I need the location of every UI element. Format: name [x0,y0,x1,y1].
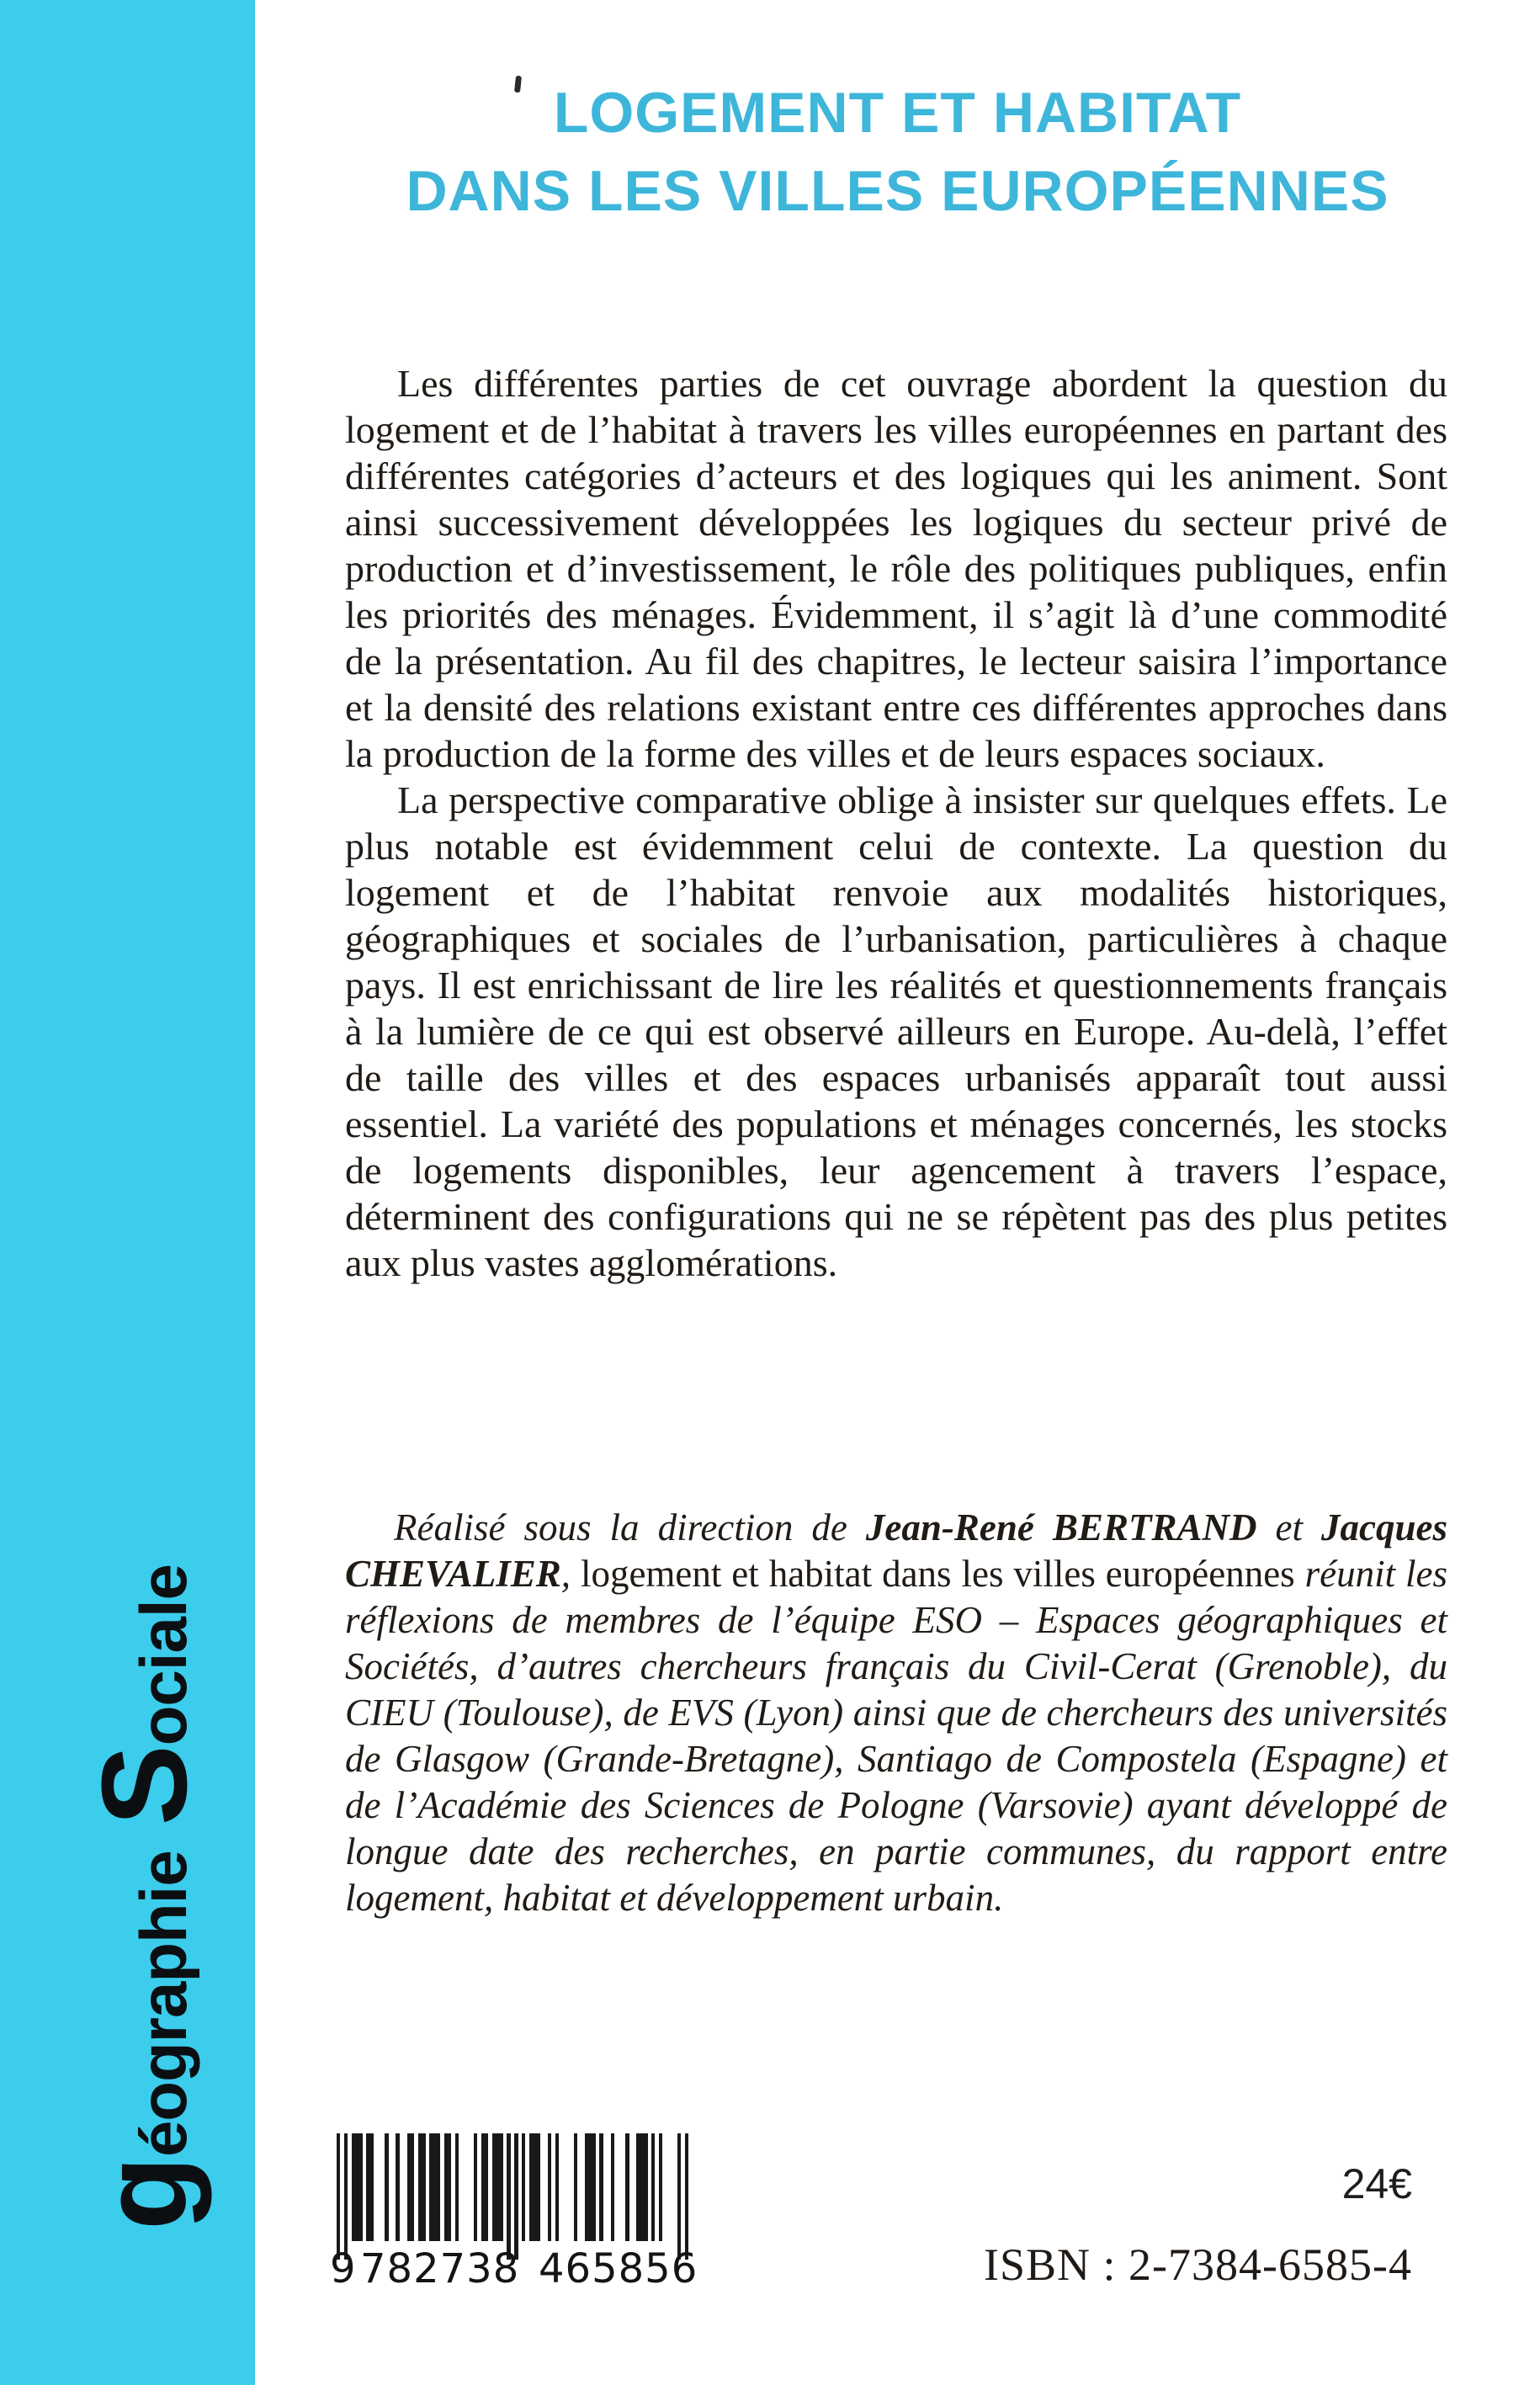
series-logo [77,1564,212,2230]
barcode-bar [555,2133,559,2241]
ean-barcode [330,2133,709,2293]
book-title-line1: LOGEMENT ET HABITAT [553,81,1242,145]
series-word-geographie: éographie [126,1851,200,2158]
barcode-bar [625,2133,629,2241]
editorial-segment: et [1256,1506,1322,1548]
barcode-bar [481,2133,489,2241]
editorial-paragraph [345,1505,1447,1921]
barcode-bar [548,2133,551,2241]
editorial-segment: Réalisé sous la direction de [394,1506,866,1548]
barcode-bar [636,2133,647,2241]
barcode-bar [651,2133,655,2241]
barcode-bar [474,2133,477,2241]
editorial-segment: Jacques CHEVALIER [345,1506,1448,1595]
synopsis [345,360,1447,1286]
editorial-segment: , [560,1553,581,1595]
barcode-bar [529,2133,540,2241]
barcode-bar [385,2133,388,2241]
editorial-segment: Jean-René BERTRAND [865,1506,1257,1548]
book-title-line2: DANS LES VILLES EUROPÉENNES [406,159,1389,223]
barcode-bar [659,2133,662,2241]
barcode-bar [677,2133,681,2260]
barcode-bar [352,2133,363,2241]
book-title [255,74,1540,231]
series-word-sociale: ociale [126,1564,200,1746]
editorial-note [345,1505,1447,1921]
barcode-group-1: 782738 [360,2245,520,2292]
barcode-bar [611,2133,614,2241]
synopsis-paragraph-2: La perspective comparative oblige à insister sur quelques effets. Le plus notable est évidemment celui de contexte. La question du logement et de l’habitat renvoie aux modalités historiques, géographiques et sociales de l’urbanisation, particulières à chaque pays. Il est enrichissant de lire les réalités et questionnements français à la lumière de ce qui est observé ailleurs en Europe. Au-delà, l’effet de taille des villes et des espaces urbanisés apparaît tout aussi essentiel. La variété des populations et ménages concernés, les stocks de logements disponibles, leur agencement à travers l’espace, déterminent des configurations qui ne se répètent pas des plus petites aux plus vastes agglomérations. [345,778,1447,1284]
barcode-bar [522,2133,525,2241]
series-initial-g: g [77,2157,212,2230]
barcode-bar [492,2133,503,2241]
barcode-bar [396,2133,399,2241]
synopsis-paragraph-1: Les différentes parties de cet ouvrage abordent la question du logement et de l’habitat à travers les villes européennes en partant des différentes catégories d’acteurs et des logiques qui les animent. Sont ainsi successivement développées les logiques du secteur privé de production et d’investissement, le rôle des politiques publiques, enfin les priorités des ménages. Évidemment, il s’agit là d’une commodité de la présentation. Au fil des chapitres, le lecteur saisira l’importance et la densité des relations existant entre ces différentes approches dans la production de la forme des villes et de leurs espaces sociaux. [345,362,1447,775]
barcode-bar [366,2133,374,2241]
barcode-number [330,2245,709,2292]
barcode-bar [585,2133,596,2241]
editorial-segment: logement et habitat dans les villes européennes [580,1553,1305,1595]
barcode-bar [444,2133,452,2241]
barcode-bar [455,2133,459,2241]
barcode-bar [574,2133,577,2241]
barcode-bar [344,2133,348,2260]
barcode-bar [418,2133,426,2241]
barcode-bar [337,2133,340,2260]
barcode-bar [507,2133,510,2260]
barcode-group-2: 465856 [539,2245,698,2292]
barcode-bar [599,2133,603,2241]
barcode-bar [514,2133,518,2260]
barcode-prefix-digit: 9 [330,2245,357,2292]
price-label: 24€ [1341,2160,1412,2207]
barcode-bar [429,2133,440,2241]
barcode-bar [685,2133,688,2260]
series-initial-s: S [77,1745,212,1826]
barcode-bar [407,2133,415,2241]
barcode-bars [337,2133,690,2261]
editorial-segment: réunit les réflexions de membres de l’équipe ESO – Espaces géographiques et Sociétés, d’autres chercheurs français du Civil-Cerat (Grenoble), du CIEU (Toulouse), de EVS (Lyon) ainsi que de chercheurs des universités de Glasgow (Grande-Bretagne), Santiago de Compostela (Espagne) et de l’Académie des Sciences de Pologne (Varsovie) ayant développé de longue date des recherches, en partie communes, du rapport entre logement, habitat et développement urbain. [345,1553,1447,1919]
series-sidebar [0,0,255,2385]
isbn-label: ISBN : 2-7384-6585-4 [984,2239,1412,2290]
